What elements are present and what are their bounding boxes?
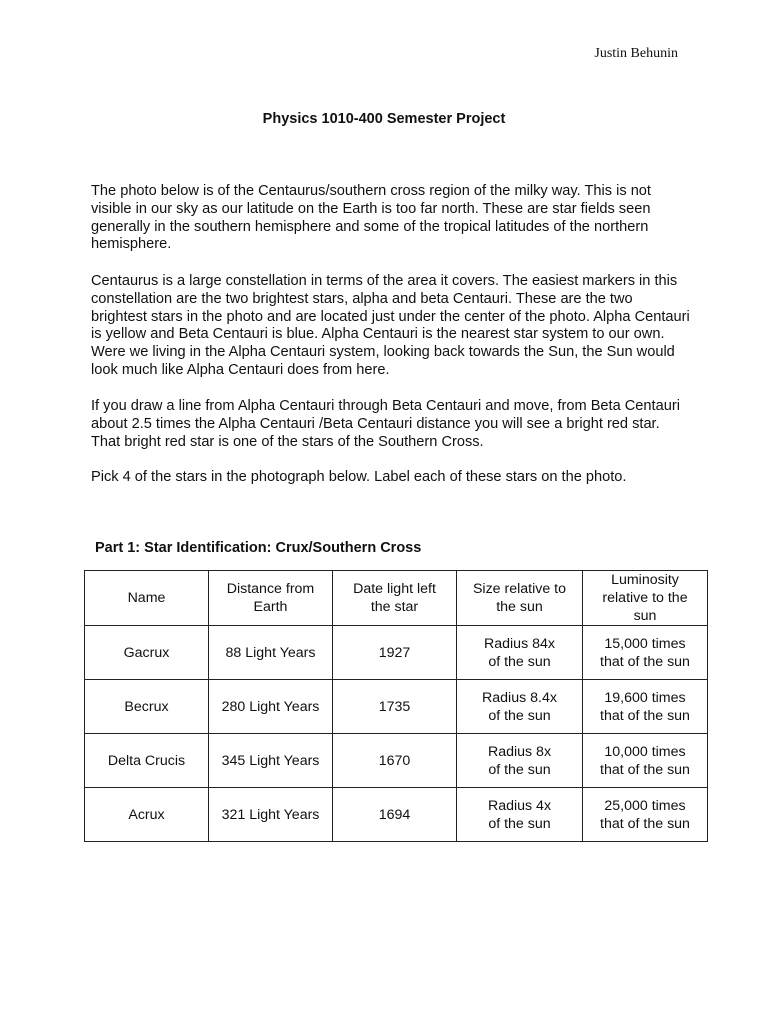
size-line: of the sun bbox=[488, 707, 551, 724]
column-header-line: Earth bbox=[253, 599, 288, 615]
size-cell bbox=[457, 734, 583, 788]
table-row bbox=[85, 680, 708, 734]
size-line: Radius 8.4x bbox=[482, 689, 557, 706]
column-header-line: relative to the bbox=[602, 590, 688, 606]
luminosity-line: 10,000 times bbox=[604, 743, 686, 760]
size-line: Radius 84x bbox=[484, 635, 555, 652]
luminosity-line: 25,000 times bbox=[604, 797, 686, 814]
column-header-line: the star bbox=[370, 599, 419, 615]
column-header-line: Distance from bbox=[226, 581, 315, 597]
luminosity-line: that of the sun bbox=[600, 707, 690, 724]
column-header-line: sun bbox=[633, 608, 657, 624]
table-row bbox=[85, 626, 708, 680]
size-line: Radius 4x bbox=[487, 797, 552, 814]
document-title: Physics 1010-400 Semester Project bbox=[262, 111, 506, 127]
star-identification-table bbox=[84, 570, 708, 842]
date-cell: 1735 bbox=[333, 680, 457, 734]
column-header-date bbox=[333, 571, 457, 626]
luminosity-cell bbox=[583, 734, 708, 788]
date-cell: 1670 bbox=[333, 734, 457, 788]
column-header-line: Size relative to bbox=[472, 581, 567, 597]
luminosity-line: that of the sun bbox=[600, 761, 690, 778]
luminosity-cell bbox=[583, 680, 708, 734]
size-line: Radius 8x bbox=[487, 743, 552, 760]
size-line: of the sun bbox=[488, 653, 551, 670]
column-header-name bbox=[85, 571, 209, 626]
size-cell bbox=[457, 680, 583, 734]
date-cell: 1694 bbox=[333, 788, 457, 842]
column-header-size bbox=[457, 571, 583, 626]
size-line: of the sun bbox=[488, 761, 551, 778]
distance-cell: 280 Light Years bbox=[209, 680, 333, 734]
author-name: Justin Behunin bbox=[594, 46, 678, 61]
column-header-line: Name bbox=[127, 590, 166, 606]
luminosity-cell bbox=[583, 788, 708, 842]
luminosity-cell bbox=[583, 626, 708, 680]
star-name-cell: Gacrux bbox=[85, 626, 209, 680]
distance-cell: 88 Light Years bbox=[209, 626, 333, 680]
southern-cross-paragraph: If you draw a line from Alpha Centauri through Beta Centauri and move, from Beta Centauri about 2.5 times the Alpha Centauri /Beta Centauri distance you will see a bright red star. That bright red star is one of the stars of the Southern Cross. bbox=[91, 398, 680, 450]
star-name-cell: Acrux bbox=[85, 788, 209, 842]
date-cell: 1927 bbox=[333, 626, 457, 680]
size-line: of the sun bbox=[488, 815, 551, 832]
size-cell bbox=[457, 788, 583, 842]
luminosity-line: that of the sun bbox=[600, 815, 690, 832]
centaurus-paragraph: Centaurus is a large constellation in terms of the area it covers. The easiest markers in this constellation are the two brightest stars, alpha and beta Centauri. These are the two brightest stars in the photo and are located just under the center of the photo. Alpha Centauri is yellow and Beta Centauri is blue. Alpha Centauri is the nearest star system to our own. Were we living in the Alpha Centauri system, looking back towards the Sun, the Sun would look much like Alpha Centauri does from here. bbox=[91, 273, 690, 378]
distance-cell: 321 Light Years bbox=[209, 788, 333, 842]
column-header-line: the sun bbox=[496, 599, 543, 615]
size-cell bbox=[457, 626, 583, 680]
luminosity-line: 15,000 times bbox=[604, 635, 686, 652]
luminosity-line: that of the sun bbox=[600, 653, 690, 670]
luminosity-line: 19,600 times bbox=[604, 689, 686, 706]
star-name-cell: Delta Crucis bbox=[85, 734, 209, 788]
table-row bbox=[85, 788, 708, 842]
star-name-cell: Becrux bbox=[85, 680, 209, 734]
table-section-heading: Part 1: Star Identification: Crux/Southern Cross bbox=[95, 540, 422, 556]
distance-cell: 345 Light Years bbox=[209, 734, 333, 788]
column-header-luminosity bbox=[583, 571, 708, 626]
intro-paragraph: The photo below is of the Centaurus/southern cross region of the milky way. This is not visible in our sky as our latitude on the Earth is too far north. These are star fields seen generally in the southern hemisphere and some of the tropical latitudes of the northern hemisphere. bbox=[91, 183, 651, 253]
column-header-distance bbox=[209, 571, 333, 626]
column-header-line: Luminosity bbox=[611, 572, 679, 588]
table-row bbox=[85, 734, 708, 788]
table-header-row bbox=[85, 571, 708, 626]
column-header-line: Date light left bbox=[353, 581, 436, 597]
instruction-paragraph: Pick 4 of the stars in the photograph below. Label each of these stars on the photo. bbox=[91, 469, 627, 485]
